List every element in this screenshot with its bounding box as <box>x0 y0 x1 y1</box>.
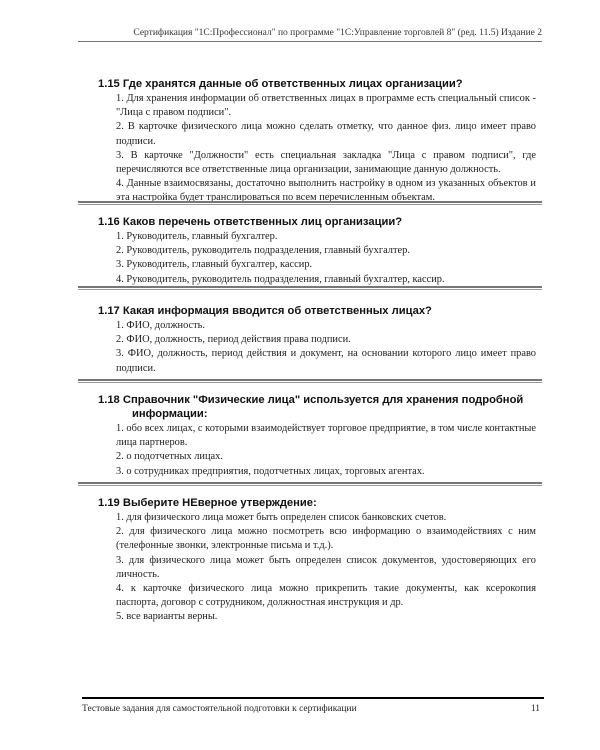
answer-list <box>78 422 542 479</box>
answer-option: 1. Для хранения информации об ответственных лицах в программе есть специальный список - "Лица с правом подписи". <box>116 93 536 119</box>
question-title: 1.16 Каков перечень ответственных лиц организации? <box>98 216 403 228</box>
answer-option: 3. для физического лица может быть определен список документов, удостоверяющих его личность. <box>116 554 536 580</box>
answer-option: 3. о сотрудниках предприятия, подотчетных лицах, торговых агентах. <box>116 465 425 477</box>
answer-option: 2. Руководитель, руководитель подразделения, главный бухгалтер. <box>116 245 410 257</box>
answer-option: 2. для физического лица можно посмотреть всю информацию о взаимодействиях с ним (телефонные звонки, электронные письма и т.д.). <box>116 526 536 552</box>
footer-text: Тестовые задания для самостоятельной подготовки к сертификации <box>82 704 357 714</box>
question-title: 1.17 Какая информация вводится об ответственных лицах? <box>98 305 432 317</box>
answer-option: 3. В карточке "Должности" есть специальная закладка "Лица с правом подписи", где перечисляются все ответственные лица организации, занимающие данную должность. <box>116 149 536 176</box>
question-title: 1.15 Где хранятся данные об ответственных лицах организации? <box>98 78 463 90</box>
question-title-line: информации: <box>132 408 208 420</box>
answer-option: 3. ФИО, должность, период действия и документ, на основании которого лицо имеет право подписи. <box>116 348 536 374</box>
answer-option: 4. к карточке физического лица можно прикрепить такие документы, как ксерокопия паспорта, договор с сотрудником, должностная инструкция и др. <box>116 583 536 609</box>
question-title <box>98 393 542 421</box>
answer-option: 1. для физического лица может быть определен список банковских счетов. <box>116 512 447 523</box>
running-header: Сертификация "1С:Профессионал" по программе "1С:Управление торговлей 8" (ред. 11.5) Издание 2 <box>78 28 542 42</box>
section-divider <box>78 379 542 383</box>
answer-option: 3. Руководитель, главный бухгалтер, кассир. <box>116 259 313 271</box>
question-1-16 <box>78 215 542 287</box>
footer-rule <box>82 697 544 699</box>
page-number: 11 <box>530 704 540 714</box>
answer-option: 2. ФИО, должность, период действия права подписи. <box>116 334 351 346</box>
answer-list <box>78 230 542 287</box>
section-divider <box>78 286 542 290</box>
question-1-15 <box>78 77 542 206</box>
question-title-line: 1.18 Справочник "Физические лица" используется для хранения подробной <box>98 394 524 406</box>
question-title: 1.19 Выберите НЕверное утверждение: <box>98 497 317 509</box>
section-divider <box>78 482 542 486</box>
answer-option: 1. обо всех лицах, с которыми взаимодействует торговое предприятие, в том числе контактные лица партнеров. <box>116 423 536 449</box>
answer-option: 2. о подотчетных лицах. <box>116 451 223 463</box>
answer-list <box>78 92 542 206</box>
section-divider <box>78 201 542 205</box>
question-1-19 <box>78 496 542 625</box>
answer-option: 1. Руководитель, главный бухгалтер. <box>116 231 278 242</box>
question-1-17 <box>78 304 542 376</box>
answer-option: 1. ФИО, должность. <box>116 320 206 331</box>
answer-option: 4. Данные взаимосвязаны, достаточно выполнить настройку в одном из указанных объектов и эта настройка будет транслироваться по всем перечисленным объектам. <box>116 178 536 204</box>
answer-option: 4. Руководитель, руководитель подразделения, главный бухгалтер, кассир. <box>116 273 445 285</box>
answer-list <box>78 511 542 625</box>
answer-list <box>78 319 542 376</box>
page-footer <box>82 704 540 714</box>
question-1-18 <box>78 393 542 479</box>
answer-option: 5. все варианты верны. <box>116 611 218 623</box>
answer-option: 2. В карточке физического лица можно сделать отметку, что данное физ. лицо имеет право подписи. <box>116 121 536 147</box>
